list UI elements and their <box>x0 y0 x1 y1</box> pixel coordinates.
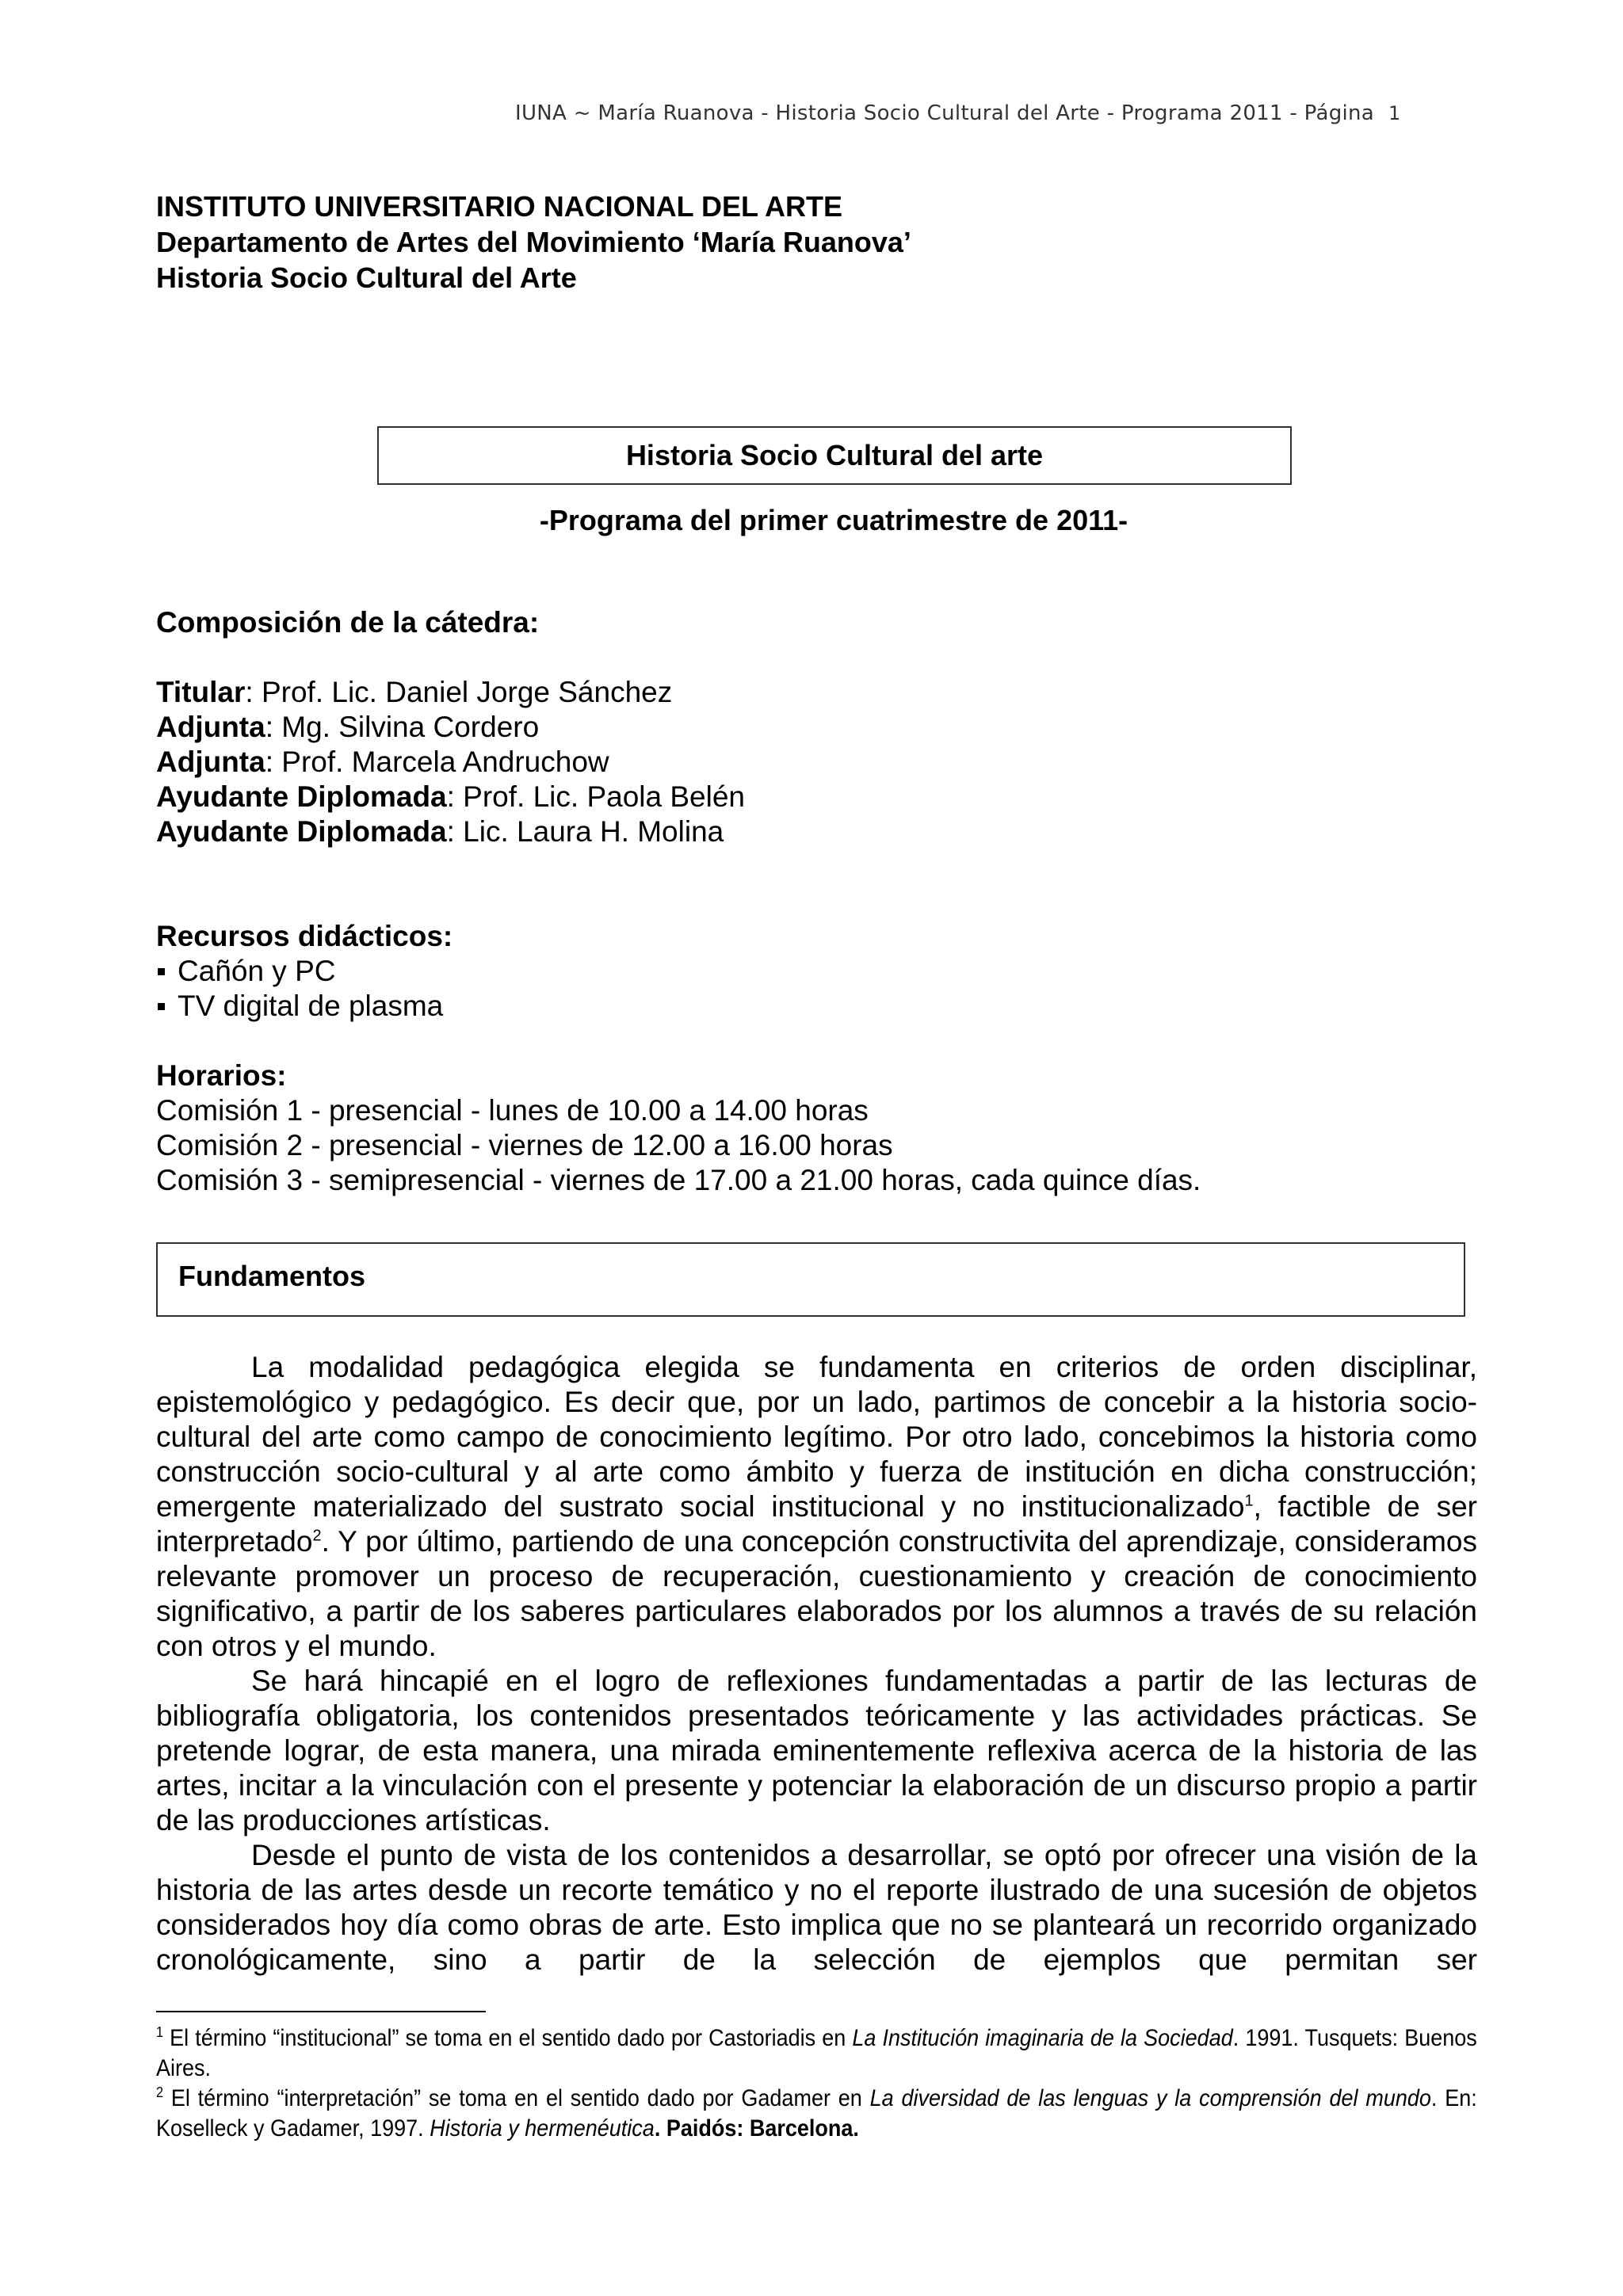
institution-name: INSTITUTO UNIVERSITARIO NACIONAL DEL ARTE <box>156 190 843 223</box>
member-name: : Lic. Laura H. Molina <box>446 815 724 848</box>
paragraph: Se hará hincapié en el logro de reflexiones fundamentadas a partir de las lecturas de bibliografía obligatoria, los contenidos presentados teóricamente y las actividades prácticas. Se pretende lograr, de esta manera, una mirada eminentemente reflexiva acerca de la historia de las artes, incitar a la vinculación con el presente y potenciar la elaboración de un discurso propio a partir de las producciones artísticas. <box>156 1665 1477 1836</box>
course-name: Historia Socio Cultural del Arte <box>156 261 577 294</box>
square-bullet-icon <box>158 1003 165 1010</box>
footnote: $^2$ El término “interpretación” se toma en el sentido dado por Gadamer en La diversidad de las lenguas y la comprensión del mundo. En: Koselleck y Gadamer, 1997. Historia y hermenéutica. Paidós: Barcelona. <box>156 2084 1477 2142</box>
recursos-section <box>156 919 453 1024</box>
fundamentos-body <box>156 1350 1477 1978</box>
footnotes <box>156 2023 1477 2144</box>
catedra-member <box>156 745 745 780</box>
member-name: : Prof. Lic. Paola Belén <box>446 780 746 813</box>
square-bullet-icon <box>158 968 165 975</box>
horarios-heading: Horarios: <box>156 1059 287 1092</box>
catedra-member <box>156 814 745 849</box>
footnote: $^1$ El término “institucional” se toma en el sentido dado por Castoriadis en La Institución imaginaria de la Sociedad. 1991. Tusquets: Buenos Aires. <box>156 2024 1477 2081</box>
fundamentos-box <box>156 1242 1465 1317</box>
page-number: 1 <box>1388 102 1401 124</box>
horario-line: Comisión 2 - presencial - viernes de 12.00 a 16.00 horas <box>156 1129 893 1161</box>
member-role: Titular <box>156 676 246 708</box>
horario-line: Comisión 3 - semipresencial - viernes de 17.00 a 21.00 horas, cada quince días. <box>156 1164 1201 1196</box>
catedra-member <box>156 780 745 814</box>
member-name: : Prof. Marcela Andruchow <box>265 746 609 778</box>
member-role: Adjunta <box>156 746 265 778</box>
title-box-text: Historia Socio Cultural del arte <box>625 439 1044 471</box>
member-role: Ayudante Diplomada <box>156 815 447 848</box>
list-item: Cañón y PC <box>156 954 453 989</box>
recursos-heading: Recursos didácticos: <box>156 920 453 952</box>
paragraph: Desde el punto de vista de los contenidos a desarrollar, se optó por ofrecer una visión de la historia de las artes desde un recorte temático y no el reporte ilustrado de una sucesión de objetos considerados hoy día como obras de arte. Esto implica que no se planteará un recorrido organizado cronológicamente, sino a partir de la selección de ejemplos que permitan ser <box>156 1839 1477 1976</box>
member-role: Ayudante Diplomada <box>156 780 447 813</box>
running-header <box>515 101 1401 125</box>
member-name: : Prof. Lic. Daniel Jorge Sánchez <box>245 676 673 708</box>
horario-line: Comisión 1 - presencial - lunes de 10.00 a 14.00 horas <box>156 1094 869 1127</box>
list-item: TV digital de plasma <box>156 989 453 1024</box>
footnote-ref[interactable]: 2 <box>312 1527 322 1545</box>
program-subtitle: -Programa del primer cuatrimestre de 2011- <box>539 504 1128 536</box>
fundamentos-heading: Fundamentos <box>178 1260 366 1292</box>
institution-heading <box>156 189 911 296</box>
paragraph: La modalidad pedagógica elegida se fundamenta en criterios de orden disciplinar, epistemológico y pedagógico. Es decir que, por un lado, partimos de concebir a la historia socio-cultural del arte como campo de conocimiento legítimo. Por otro lado, concebimos la historia como construcción socio-cultural y al arte como ámbito y fuerza de institución en dicha construcción; emergente materializado del sustrato social institucional y no institucionalizado$^1$, factible de ser interpretado$^2$. Y por último, partiendo de una concepción constructivita del aprendizaje, consideramos relevante promover un proceso de recuperación, cuestionamiento y creación de conocimiento significativo, a partir de los saberes particulares elaborados por los alumnos a través de su relación con otros y el mundo. <box>156 1351 1477 1662</box>
title-box <box>377 426 1292 485</box>
member-name: : Mg. Silvina Cordero <box>265 711 540 743</box>
horarios-section <box>156 1058 1201 1198</box>
member-role: Adjunta <box>156 711 265 743</box>
footnote-divider <box>156 2011 486 2012</box>
footnote-number: 1 <box>156 2024 164 2040</box>
department-name: Departamento de Artes del Movimiento ‘María Ruanova’ <box>156 226 911 258</box>
catedra-member <box>156 710 745 745</box>
catedra-heading: Composición de la cátedra: <box>156 606 540 639</box>
catedra-section <box>156 605 745 849</box>
running-title: IUNA ~ María Ruanova - Historia Socio Cultural del Arte - Programa 2011 - Página <box>515 101 1375 125</box>
catedra-member <box>156 675 745 710</box>
footnote-number: 2 <box>156 2084 164 2100</box>
footnote-ref[interactable]: 1 <box>1244 1492 1254 1510</box>
